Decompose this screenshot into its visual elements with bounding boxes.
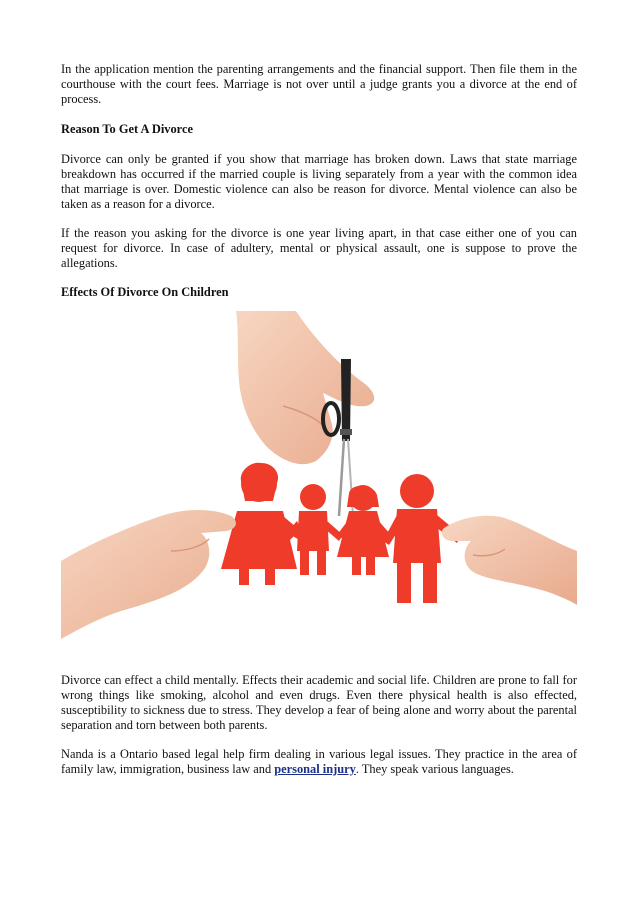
right-hand-icon (442, 516, 577, 605)
paragraph-effects-1: Divorce can effect a child mentally. Effects their academic and social life. Children are prone to fall for wrong things like smoking, alcohol and even drugs. Even there physical health is also effected, susceptibility to sickness due to stress. They develop a fear of being alone and worry about the parental separation and torn between both parents. (61, 673, 577, 732)
nanda-text-before: Nanda is a Ontario based legal help firm dealing in various legal issues. They practice in the area of family law, immigration, business law and (61, 747, 577, 776)
paragraph-reason-2: If the reason you asking for the divorce is one year living apart, in that case either one of you can request for divorce. In case of adultery, mental or physical assault, one is suppose to prove the allegations. (61, 226, 577, 270)
heading-reason: Reason To Get A Divorce (61, 122, 193, 136)
paragraph-reason-1: Divorce can only be granted if you show that marriage has broken down. Laws that state marriage breakdown has occurred if the married couple is living separately from a year with the common idea that marriage is over. Domestic violence can also be reason for divorce. Mental violence can also be taken as a reason for a divorce. (61, 152, 577, 211)
adult-hand-icon (236, 311, 374, 464)
left-hand-icon (61, 510, 236, 639)
paragraph-nanda (61, 747, 577, 777)
personal-injury-link[interactable]: personal injury (274, 762, 356, 776)
heading-effects: Effects Of Divorce On Children (61, 285, 229, 299)
paper-family-icon (191, 463, 461, 603)
paragraph-application: In the application mention the parenting arrangements and the financial support. Then file them in the courthouse with the court fees. Marriage is not over until a judge grants you a divorce at the end of process. (61, 62, 577, 106)
nanda-text-after: . They speak various languages. (355, 762, 514, 776)
divorce-family-illustration (61, 311, 577, 655)
